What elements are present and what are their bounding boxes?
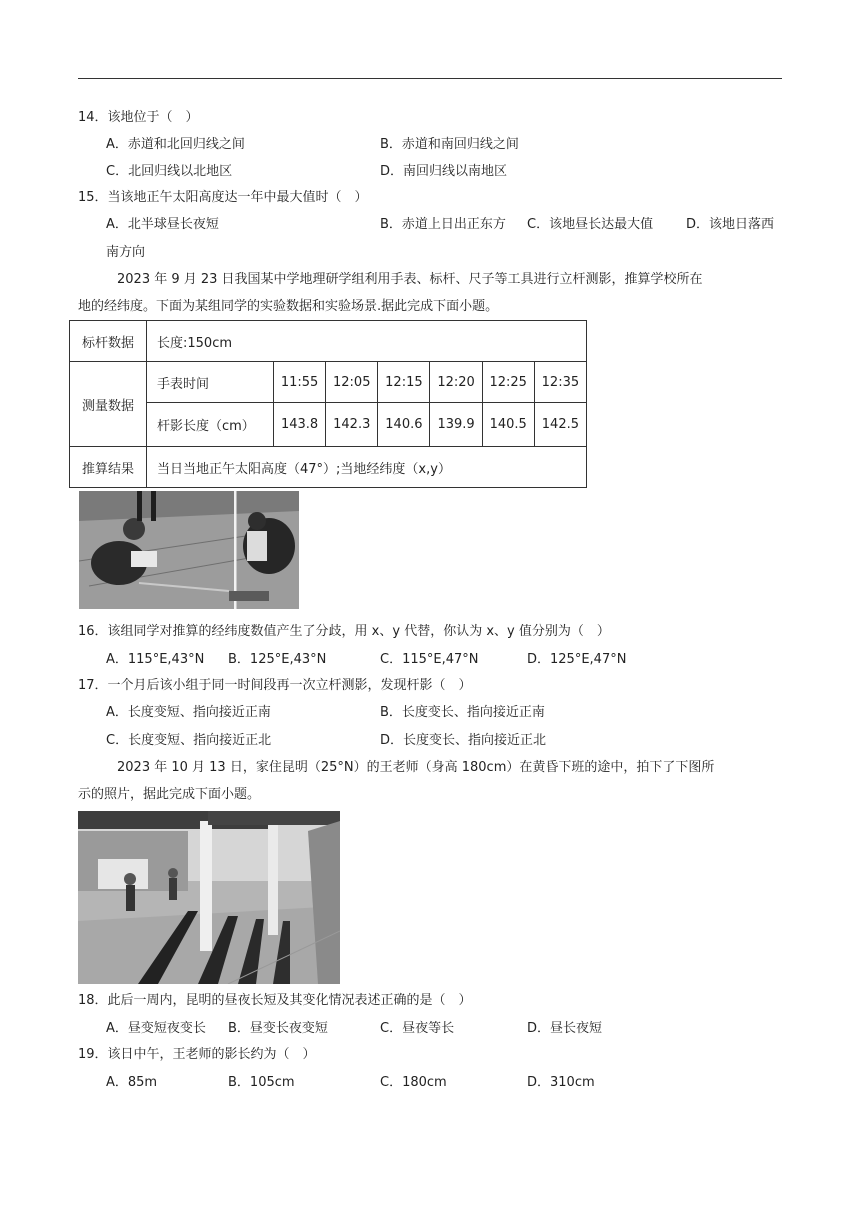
q17-option-a[interactable]: A．长度变短、指向接近正南 bbox=[106, 705, 271, 720]
q15-option-d[interactable]: D．该地日落西 bbox=[686, 217, 775, 232]
shadow-cell: 140.6 bbox=[378, 403, 430, 447]
q15-stem: 15．当该地正午太阳高度达一年中最大值时（ ） bbox=[78, 190, 368, 205]
q14-option-d[interactable]: D．南回归线以南地区 bbox=[380, 164, 508, 179]
q18-stem: 18．此后一周内，昆明的昼夜长短及其变化情况表述正确的是（ ） bbox=[78, 993, 472, 1008]
pole-length: 长度:150cm bbox=[147, 321, 587, 362]
q15-option-d-continued: 南方向 bbox=[106, 245, 146, 260]
time-cell: 11:55 bbox=[274, 362, 326, 403]
q15-option-b[interactable]: B．赤道上日出正东方 bbox=[380, 217, 506, 232]
time-cell: 12:05 bbox=[326, 362, 378, 403]
time-cell: 12:20 bbox=[430, 362, 482, 403]
q16-option-a[interactable]: A．115°E,43°N bbox=[106, 652, 205, 667]
q18-option-a[interactable]: A．昼变短夜变长 bbox=[106, 1021, 206, 1036]
q19-option-c[interactable]: C．180cm bbox=[380, 1075, 447, 1090]
q18-option-b[interactable]: B．昼变长夜变短 bbox=[228, 1021, 328, 1036]
shadow-cell: 143.8 bbox=[274, 403, 326, 447]
row-label-result: 推算结果 bbox=[70, 447, 147, 488]
q17-stem: 17．一个月后该小组于同一时间段再一次立杆测影，发现杆影（ ） bbox=[78, 678, 472, 693]
q19-option-b[interactable]: B．105cm bbox=[228, 1075, 295, 1090]
q18-option-d[interactable]: D．昼长夜短 bbox=[527, 1021, 603, 1036]
q14-stem: 14．该地位于（ ） bbox=[78, 110, 199, 125]
experiment-photo bbox=[79, 491, 299, 609]
row-label-measure: 测量数据 bbox=[70, 362, 147, 447]
passage2-line2: 示的照片，据此完成下面小题。 bbox=[78, 787, 261, 802]
result-text: 当日当地正午太阳高度（47°）;当地经纬度（x,y） bbox=[147, 447, 587, 488]
q17-option-d[interactable]: D．长度变长、指向接近正北 bbox=[380, 733, 547, 748]
shadow-cell: 142.5 bbox=[534, 403, 586, 447]
q17-option-b[interactable]: B．长度变长、指向接近正南 bbox=[380, 705, 545, 720]
q19-option-d[interactable]: D．310cm bbox=[527, 1075, 595, 1090]
q18-option-c[interactable]: C．昼夜等长 bbox=[380, 1021, 455, 1036]
q16-stem: 16．该组同学对推算的经纬度数值产生了分歧，用 x、y 代替，你认为 x、y 值分别为（ ） bbox=[78, 624, 610, 639]
q14-option-b[interactable]: B．赤道和南回归线之间 bbox=[380, 137, 519, 152]
q19-stem: 19．该日中午，王老师的影长约为（ ） bbox=[78, 1047, 316, 1062]
passage1-line2: 地的经纬度。下面为某组同学的实验数据和实验场景.据此完成下面小题。 bbox=[78, 299, 499, 314]
street-shadow-photo bbox=[78, 811, 340, 984]
q14-option-a[interactable]: A．赤道和北回归线之间 bbox=[106, 137, 245, 152]
shadow-cell: 139.9 bbox=[430, 403, 482, 447]
time-cell: 12:25 bbox=[482, 362, 534, 403]
q16-option-b[interactable]: B．125°E,43°N bbox=[228, 652, 327, 667]
measurement-table bbox=[69, 320, 587, 488]
q17-option-c[interactable]: C．长度变短、指向接近正北 bbox=[106, 733, 272, 748]
time-cell: 12:15 bbox=[378, 362, 430, 403]
q14-option-c[interactable]: C．北回归线以北地区 bbox=[106, 164, 233, 179]
shadow-cell: 140.5 bbox=[482, 403, 534, 447]
time-cell: 12:35 bbox=[534, 362, 586, 403]
q16-option-c[interactable]: C．115°E,47°N bbox=[380, 652, 479, 667]
shadow-label: 杆影长度（cm） bbox=[147, 403, 274, 447]
passage1-line1: 2023 年 9 月 23 日我国某中学地理研学组利用手表、标杆、尺子等工具进行立杆测影，推算学校所在 bbox=[117, 272, 703, 287]
q15-option-c[interactable]: C．该地昼长达最大值 bbox=[527, 217, 654, 232]
row-label-pole: 标杆数据 bbox=[70, 321, 147, 362]
q15-option-a[interactable]: A．北半球昼长夜短 bbox=[106, 217, 219, 232]
passage2-line1: 2023 年 10 月 13 日，家住昆明（25°N）的王老师（身高 180cm）在黄昏下班的途中，拍下了下图所 bbox=[117, 760, 715, 775]
time-label: 手表时间 bbox=[147, 362, 274, 403]
q19-option-a[interactable]: A．85m bbox=[106, 1075, 158, 1090]
shadow-cell: 142.3 bbox=[326, 403, 378, 447]
header-rule bbox=[78, 78, 782, 79]
q16-option-d[interactable]: D．125°E,47°N bbox=[527, 652, 627, 667]
